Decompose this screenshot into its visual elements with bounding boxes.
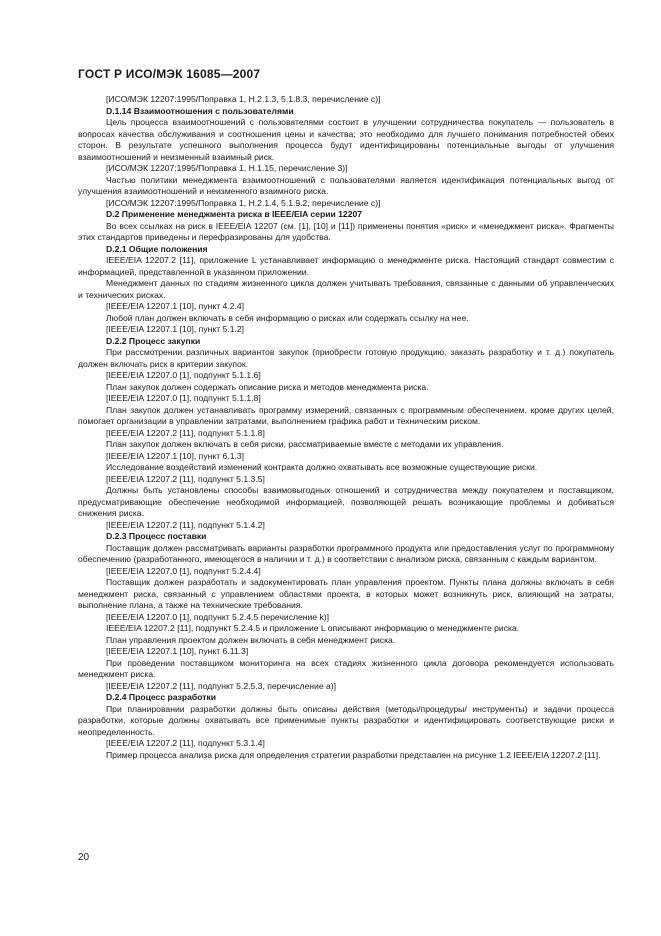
paragraph: План закупок должен устанавливать программу измерений, связанных с программным обеспечением, кроме других целей, помогает организации в управлении затратами, выполнением графика работ и техническим риском.	[78, 404, 614, 426]
reference-line: [IEEE/EIA 12207.0 [1], подпункт 5.1.1.6]	[106, 370, 261, 380]
paragraph: Цель процесса взаимоотношений с пользователями состоит в улучшении сотрудничества покупатель — пользователь в вопросах качества обслуживания и соотношения цены и качества; это необходимо для лучшего понимания потребностей обеих сторон. В результате успешного выполнения процесса будут идентифицированы потенциальные выгоды от улучшения взаимоотношений и неизменный взаимный риск.	[78, 117, 614, 162]
reference-line: [ИСО/МЭК 12207:1995/Поправка 1, Н.2.1.4, 5.1.9.2, перечисление с)]	[106, 197, 381, 208]
paragraph: При рассмотрении различных вариантов закупок (приобрести готовую продукцию, заказать разработку и т. д.) покупатель должен включать риск в критерии закупок.	[78, 347, 614, 369]
section-heading: D.2.1 Общие положения	[106, 243, 208, 254]
reference-line: [IEEE/EIA 12207.1 [10], пункт 4.2.4]	[106, 301, 245, 311]
reference-line: [ИСО/МЭК 12207:1995/Поправка 1, Н.1.15, перечисление 3)]	[106, 163, 348, 173]
paragraph: Пример процесса анализа риска для определения стратегии разработки представлен на рисунке 1.2 IEEE/EIA 12207.2 [11].	[106, 749, 601, 760]
reference-line: [IEEE/EIA 12207.2 [11], подпункт 5.3.1.4]	[106, 738, 265, 748]
paragraph: IEEE/EIA 12207.2 [11], подпункт 5.2.4.5 и приложение L описывают информацию о менеджменте риска.	[106, 623, 520, 633]
paragraph: Исследование воздействий изменений контракта должно охватывать все возможные существующие риски.	[106, 462, 538, 472]
paragraph: План закупок должен включать в себя риски, рассматриваемые вместе с методами их управления.	[106, 439, 504, 449]
section-heading: D.1.14 Взаимоотношения с пользователями	[106, 105, 294, 116]
document-body	[78, 94, 614, 761]
section-heading: D.2.3 Процесс поставки	[106, 531, 207, 541]
paragraph: Поставщик должен разработать и задокументировать план управления проектом. Пункты плана должны включать в себя менеджмент риска, связанный с управлением областями проекта, в которых может возникнуть риск, влияющий на затраты, выполнение плана, а также на технические требования.	[78, 577, 614, 610]
paragraph: План управления проектом должен включать в себя менеджмент риска.	[106, 634, 396, 645]
paragraph: Во всех ссылках на риск в IEEE/EIA 12207 (см. [1], [10] и [11]) применены понятия «риск» и «менеджмент риска». Фрагменты этих стандартов приведены и перефразированы для удобства.	[78, 220, 614, 242]
paragraph: Менеджмент данных по стадиям жизненного цикла должен учитывать требования, связанные с данными об управленческих и технических рисках.	[78, 278, 614, 300]
document-header: ГОСТ Р ИСО/МЭК 16085—2007	[78, 67, 261, 81]
page-number: 20	[78, 852, 90, 863]
section-heading: D.2.2 Процесс закупки	[106, 335, 201, 346]
paragraph: При проведении поставщиком мониторинга на всех стадиях жизненного цикла договора рекомендуется использовать менеджмент риска.	[78, 657, 614, 679]
reference-line: [IEEE/EIA 12207.1 [10], пункт 6.11.3]	[106, 646, 249, 656]
section-heading: D.2 Применение менеджмента риска в IEEE/EIA серии 12207	[106, 209, 363, 219]
paragraph: План закупок должен содержать описание риска и методов менеджмента риска.	[106, 381, 429, 392]
paragraph: Частью политики менеджмента взаимоотношений с пользователями является идентификация потенциальных выгод от улучшения взаимоотношений и неизменного взаимного риска.	[78, 174, 614, 196]
reference-line: [IEEE/EIA 12207.2 [11], подпункт 5.1.3.5]	[106, 473, 265, 484]
reference-line: [IEEE/EIA 12207.2 [11], подпункт 5.2.5.3, перечисление а)]	[106, 680, 337, 691]
reference-line: [IEEE/EIA 12207.1 [10], пункт 6.1.3]	[106, 450, 245, 461]
reference-line: [IEEE/EIA 12207.0 [1], подпункт 5.2.4.4]	[106, 565, 261, 576]
reference-line: [IEEE/EIA 12207.2 [11], подпункт 5.1.4.2]	[106, 519, 265, 530]
reference-line: [IEEE/EIA 12207.2 [11], подпункт 5.1.1.8]	[106, 427, 265, 438]
paragraph: IEEE/EIA 12207.2 [11], приложение L устанавливает информацию о менеджменте риска. Настоящий стандарт совместим с информацией, представленной в указанном приложении.	[78, 255, 614, 277]
reference-line: [ИСО/МЭК 12207:1995/Поправка 1, Н.2.1.3, 5.1.8.3, перечисление с)]	[106, 94, 381, 104]
paragraph: При планировании разработки должны быть описаны действия (методы/процедуры/ инструменты) и задачи процесса разработки, которые должны охватывать все применимые пункты разработки и идентифицировать соответствующие риски и неопределенность.	[78, 703, 614, 737]
reference-line: [IEEE/EIA 12207.0 [1], подпункт 5.1.1.8]	[106, 393, 261, 403]
paragraph: Любой план должен включать в себя информацию о рисках или содержать ссылку на нее.	[106, 312, 469, 323]
reference-line: [IEEE/EIA 12207.0 [1], подпункт 5.2.4.5 перечисление k)]	[106, 611, 330, 622]
paragraph: Должны быть установлены способы взаимовыгодных отношений и сотрудничества между покупателем и поставщиком, предусматривающие обеспечение необходимой информацией, позволяющей решать возникающие проблемы и добиваться снижения риска.	[78, 485, 614, 518]
paragraph: Поставщик должен рассматривать варианты разработки программного продукта или предоставления услуг по программному обеспечению (разработанного, имеющегося в наличии и т. д.) в соответствии с анализом риска, связанным с каждым вариантом.	[78, 542, 614, 564]
reference-line: [IEEE/EIA 12207.1 [10], пункт 5.1.2]	[106, 324, 245, 334]
section-heading: D.2.4 Процесс разработки	[106, 692, 217, 702]
